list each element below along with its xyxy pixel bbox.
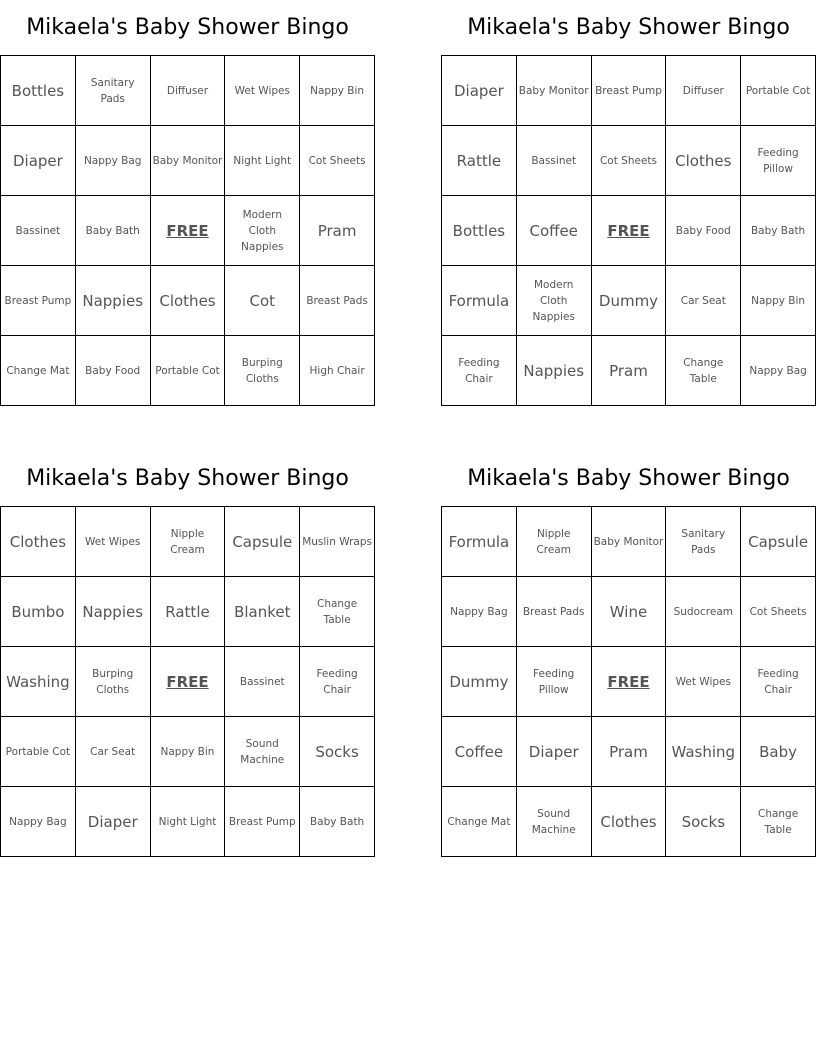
free-cell: FREE <box>151 647 226 717</box>
bingo-cell: Baby Monitor <box>517 56 592 126</box>
bingo-card-3 <box>0 451 375 857</box>
bingo-cell: Baby Monitor <box>151 126 226 196</box>
bingo-grid <box>0 506 375 857</box>
bingo-cell: Portable Cot <box>151 336 226 406</box>
bingo-cell: Diaper <box>517 717 592 787</box>
bingo-cell: Dummy <box>592 266 667 336</box>
bingo-cell: Blanket <box>225 577 300 647</box>
bingo-cell: Clothes <box>151 266 226 336</box>
bingo-cell: Rattle <box>442 126 517 196</box>
bingo-cell: Rattle <box>151 577 226 647</box>
bingo-cell: Sound Machine <box>225 717 300 787</box>
bingo-grid <box>0 55 375 406</box>
bingo-cell: Pram <box>592 717 667 787</box>
bingo-cell: Clothes <box>666 126 741 196</box>
bingo-cell: Wine <box>592 577 667 647</box>
bingo-card-1 <box>0 0 375 406</box>
bingo-cell: Capsule <box>741 507 816 577</box>
bingo-cell: Nappy Bin <box>741 266 816 336</box>
bingo-cell: Breast Pads <box>517 577 592 647</box>
bingo-cell: Nappies <box>76 266 151 336</box>
bingo-cell: Pram <box>300 196 375 266</box>
bingo-cell: Baby Monitor <box>592 507 667 577</box>
bingo-grid <box>441 506 816 857</box>
bingo-cell: Feeding Chair <box>741 647 816 717</box>
bingo-cell: Portable Cot <box>741 56 816 126</box>
bingo-cell: Nipple Cream <box>517 507 592 577</box>
bingo-cell: Wet Wipes <box>76 507 151 577</box>
bingo-cell: Burping Cloths <box>76 647 151 717</box>
bingo-cell: Nappies <box>517 336 592 406</box>
bingo-card-4 <box>441 451 816 857</box>
bingo-cell: Feeding Chair <box>300 647 375 717</box>
bingo-cell: Bassinet <box>1 196 76 266</box>
bingo-cell: Car Seat <box>76 717 151 787</box>
bingo-cell: Cot Sheets <box>592 126 667 196</box>
bingo-cell: Socks <box>300 717 375 787</box>
card-title: Mikaela's Baby Shower Bingo <box>467 15 790 40</box>
bingo-cell: Sanitary Pads <box>666 507 741 577</box>
bingo-cell: Feeding Chair <box>442 336 517 406</box>
bingo-cell: Baby <box>741 717 816 787</box>
bingo-cell: Breast Pump <box>592 56 667 126</box>
bingo-cell: Coffee <box>442 717 517 787</box>
bingo-cell: Change Mat <box>1 336 76 406</box>
bingo-cell: Muslin Wraps <box>300 507 375 577</box>
free-cell: FREE <box>592 196 667 266</box>
bingo-cell: Car Seat <box>666 266 741 336</box>
bingo-cell: Diffuser <box>666 56 741 126</box>
bingo-cell: Wet Wipes <box>666 647 741 717</box>
bingo-cell: Washing <box>666 717 741 787</box>
bingo-cell: Night Light <box>225 126 300 196</box>
bingo-cell: Baby Food <box>76 336 151 406</box>
bingo-cell: Change Table <box>666 336 741 406</box>
bingo-cell: Baby Bath <box>741 196 816 266</box>
free-cell: FREE <box>151 196 226 266</box>
bingo-cell: Formula <box>442 507 517 577</box>
card-title: Mikaela's Baby Shower Bingo <box>26 15 349 40</box>
bingo-cell: Baby Food <box>666 196 741 266</box>
bingo-cell: Pram <box>592 336 667 406</box>
bingo-cell: Feeding Pillow <box>741 126 816 196</box>
bingo-cell: Change Mat <box>442 787 517 857</box>
bingo-cell: Washing <box>1 647 76 717</box>
bingo-cell: Baby Bath <box>300 787 375 857</box>
bingo-cell: Wet Wipes <box>225 56 300 126</box>
bingo-cell: Sudocream <box>666 577 741 647</box>
bingo-grid <box>441 55 816 406</box>
bingo-cell: Modern Cloth Nappies <box>517 266 592 336</box>
bingo-cell: Cot Sheets <box>741 577 816 647</box>
bingo-cell: Breast Pump <box>225 787 300 857</box>
free-cell: FREE <box>592 647 667 717</box>
bingo-cell: Burping Cloths <box>225 336 300 406</box>
bingo-cell: Sound Machine <box>517 787 592 857</box>
bingo-cell: Nappy Bag <box>1 787 76 857</box>
bingo-cell: High Chair <box>300 336 375 406</box>
bingo-cell: Change Table <box>300 577 375 647</box>
bingo-cell: Coffee <box>517 196 592 266</box>
bingo-cell: Nappies <box>76 577 151 647</box>
bingo-cell: Baby Bath <box>76 196 151 266</box>
bingo-cell: Clothes <box>592 787 667 857</box>
bingo-card-2 <box>441 0 816 406</box>
bingo-cell: Diffuser <box>151 56 226 126</box>
bingo-cell: Bassinet <box>225 647 300 717</box>
bingo-cell: Nappy Bag <box>741 336 816 406</box>
bingo-cell: Diaper <box>442 56 517 126</box>
bingo-cell: Feeding Pillow <box>517 647 592 717</box>
bingo-cell: Change Table <box>741 787 816 857</box>
bingo-cell: Portable Cot <box>1 717 76 787</box>
bingo-cell: Breast Pads <box>300 266 375 336</box>
bingo-cell: Bumbo <box>1 577 76 647</box>
bingo-cell: Nappy Bin <box>151 717 226 787</box>
bingo-cell: Cot <box>225 266 300 336</box>
bingo-cell: Nipple Cream <box>151 507 226 577</box>
bingo-cell: Nappy Bag <box>442 577 517 647</box>
bingo-cell: Bottles <box>1 56 76 126</box>
bingo-cell: Cot Sheets <box>300 126 375 196</box>
bingo-cell: Bottles <box>442 196 517 266</box>
bingo-cell: Nappy Bag <box>76 126 151 196</box>
card-title: Mikaela's Baby Shower Bingo <box>26 466 349 491</box>
bingo-cell: Socks <box>666 787 741 857</box>
bingo-cell: Dummy <box>442 647 517 717</box>
bingo-cell: Sanitary Pads <box>76 56 151 126</box>
bingo-cell: Clothes <box>1 507 76 577</box>
bingo-cell: Capsule <box>225 507 300 577</box>
bingo-cell: Diaper <box>76 787 151 857</box>
bingo-cell: Night Light <box>151 787 226 857</box>
bingo-cell: Formula <box>442 266 517 336</box>
bingo-cell: Diaper <box>1 126 76 196</box>
card-title: Mikaela's Baby Shower Bingo <box>467 466 790 491</box>
bingo-cell: Nappy Bin <box>300 56 375 126</box>
bingo-cell: Modern Cloth Nappies <box>225 196 300 266</box>
bingo-cell: Bassinet <box>517 126 592 196</box>
bingo-cell: Breast Pump <box>1 266 76 336</box>
